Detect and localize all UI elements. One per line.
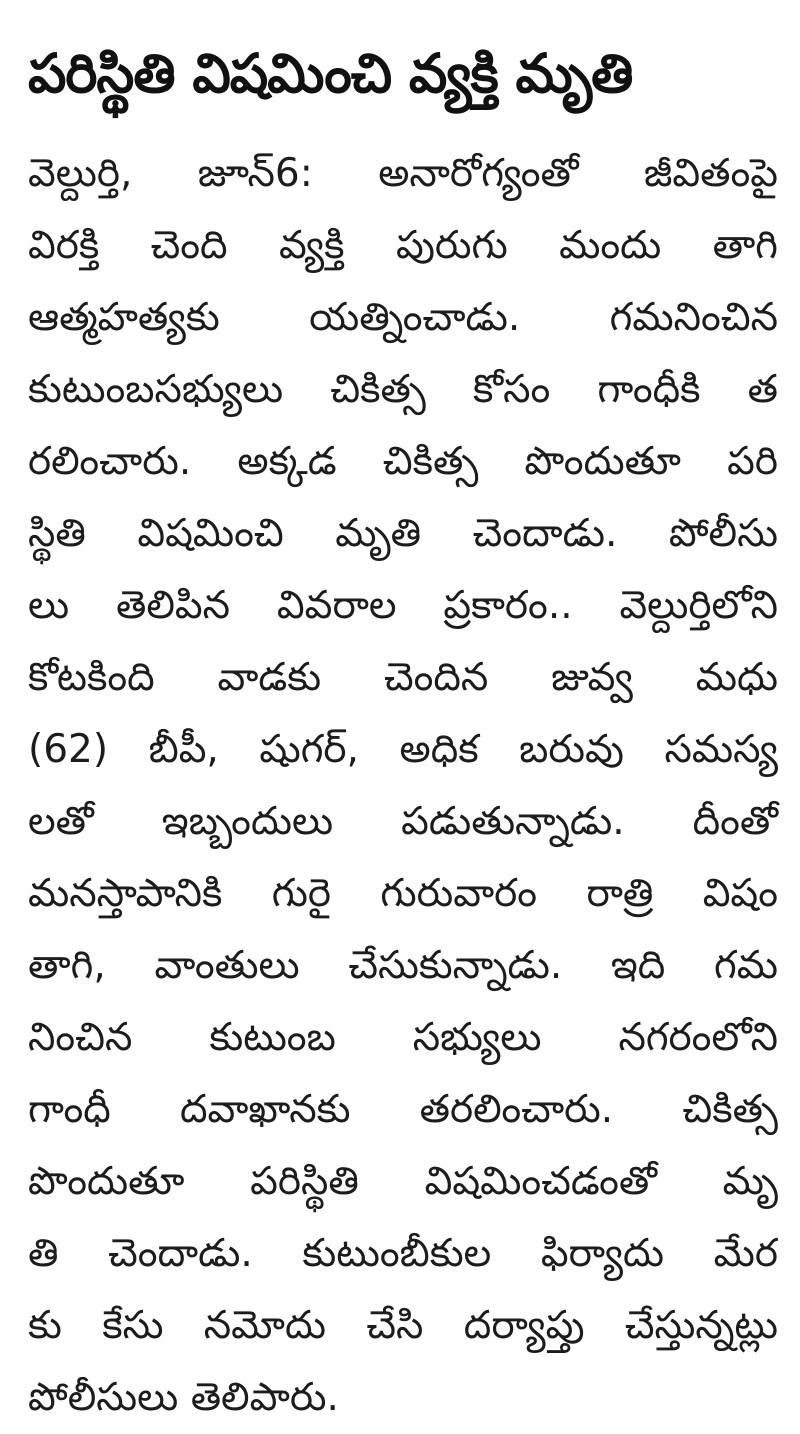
body-line: మనస్తాపానికి గురై గురువారం రాత్రి విషం — [28, 871, 778, 916]
body-line: ఆత్మహత్యకు యత్నించాడు. గమనించిన — [28, 295, 778, 340]
article-body — [28, 138, 778, 1434]
body-line: వెల్దుర్తి, జూన్6: అనారోగ్యంతో జీవితంపై — [28, 151, 778, 196]
body-line: తి చెందాడు. కుటుంబీకుల ఫిర్యాదు మేర — [28, 1231, 778, 1276]
body-line: రలించారు. అక్కడ చికిత్స పొందుతూ పరి — [28, 439, 778, 484]
body-line: విరక్తి చెంది వ్యక్తి పురుగు మందు తాగి — [28, 223, 778, 268]
body-line: కోటకింది వాడకు చెందిన జువ్వ మధు — [28, 655, 778, 700]
body-line: గాంధీ దవాఖానకు తరలించారు. చికిత్స — [28, 1087, 778, 1132]
body-line: లతో ఇబ్బందులు పడుతున్నాడు. దీంతో — [28, 799, 778, 844]
body-line: లు తెలిపిన వివరాల ప్రకారం.. వెల్దుర్తిలోని — [28, 583, 778, 628]
body-line: నించిన కుటుంబ సభ్యులు నగరంలోని — [28, 1015, 778, 1060]
body-line: తాగి, వాంతులు చేసుకున్నాడు. ఇది గమ — [28, 943, 778, 988]
article-headline: పరిస్థితి విషమించి వ్యక్తి మృతి — [28, 42, 633, 105]
body-line: కుటుంబసభ్యులు చికిత్స కోసం గాంధీకి త — [28, 367, 778, 412]
body-line: పొందుతూ పరిస్థితి విషమించడంతో మృ — [28, 1159, 778, 1204]
body-line: పోలీసులు తెలిపారు. — [28, 1375, 339, 1420]
body-line: (62) బీపీ, షుగర్, అధిక బరువు సమస్య — [28, 727, 778, 772]
body-line: స్థితి విషమించి మృతి చెందాడు. పోలీసు — [28, 511, 778, 556]
body-line: కు కేసు నమోదు చేసి దర్యాప్తు చేస్తున్నట్లు — [28, 1303, 778, 1348]
